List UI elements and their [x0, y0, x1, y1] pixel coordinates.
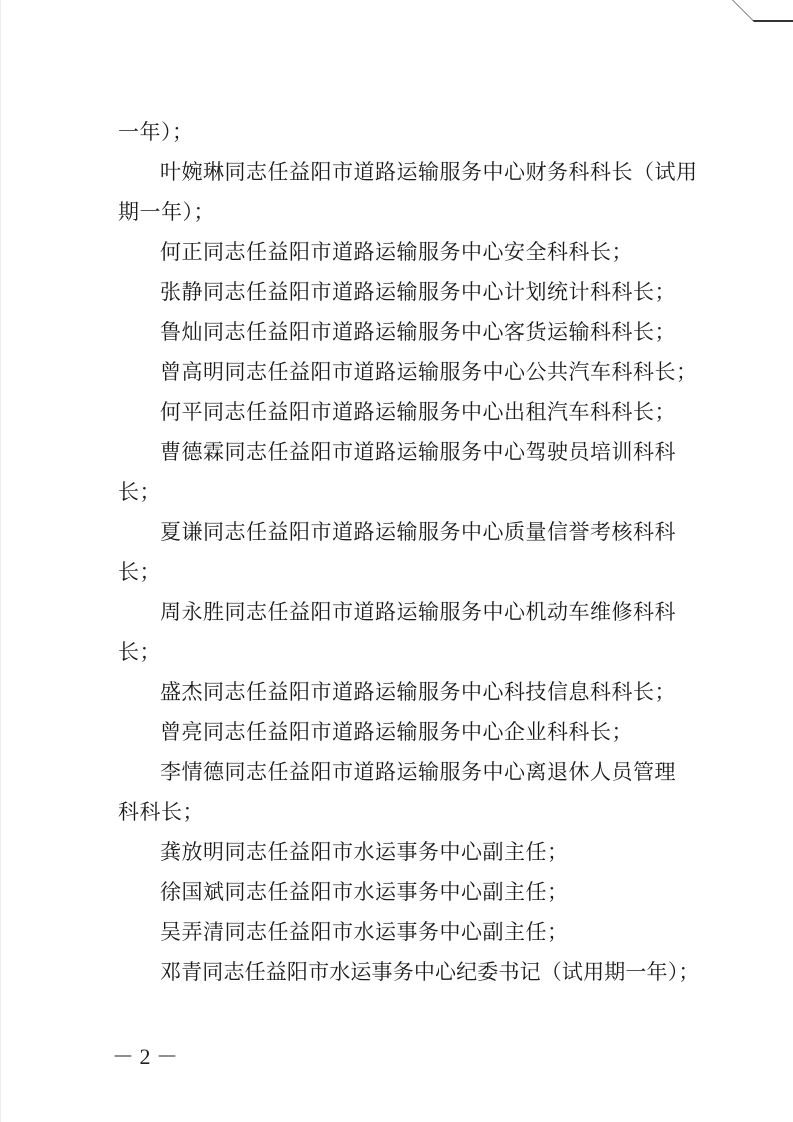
scan-edge: [0, 0, 1, 1122]
text-line: 何平同志任益阳市道路运输服务中心出租汽车科科长；: [160, 400, 676, 424]
text-line: 吴弄清同志任益阳市水运事务中心副主任；: [160, 920, 569, 944]
text-line: 曹德霖同志任益阳市道路运输服务中心驾驶员培训科科: [160, 440, 676, 464]
text-line: 长；: [118, 640, 161, 664]
page-number: － 2 －: [112, 1044, 179, 1069]
text-line: 曾高明同志任益阳市道路运输服务中心公共汽车科科长；: [160, 360, 698, 384]
text-line: 鲁灿同志任益阳市道路运输服务中心客货运输科科长；: [160, 320, 676, 344]
text-line: 龚放明同志任益阳市水运事务中心副主任；: [160, 840, 569, 864]
text-line: 盛杰同志任益阳市道路运输服务中心科技信息科科长；: [160, 680, 676, 704]
text-line: 夏谦同志任益阳市道路运输服务中心质量信誉考核科科: [160, 520, 676, 544]
text-line: 邓青同志任益阳市水运事务中心纪委书记（试用期一年）；: [160, 960, 700, 984]
text-line: 长；: [118, 560, 161, 584]
text-line: 张静同志任益阳市道路运输服务中心计划统计科科长；: [160, 280, 676, 304]
text-line: 一年）；: [118, 120, 194, 144]
text-line: 期一年）；: [118, 200, 215, 224]
text-line: 曾亮同志任益阳市道路运输服务中心企业科科长；: [160, 720, 633, 744]
text-line: 叶婉琳同志任益阳市道路运输服务中心财务科科长（试用: [160, 160, 698, 184]
text-line: 何正同志任益阳市道路运输服务中心安全科科长；: [160, 240, 633, 264]
page-corner-fold: [732, 0, 793, 22]
text-line: 周永胜同志任益阳市道路运输服务中心机动车维修科科: [160, 600, 676, 624]
text-line: 长；: [118, 480, 161, 504]
text-line: 徐国斌同志任益阳市水运事务中心副主任；: [160, 880, 569, 904]
text-line: 李情德同志任益阳市道路运输服务中心离退休人员管理: [160, 760, 676, 784]
text-line: 科科长；: [118, 800, 204, 824]
